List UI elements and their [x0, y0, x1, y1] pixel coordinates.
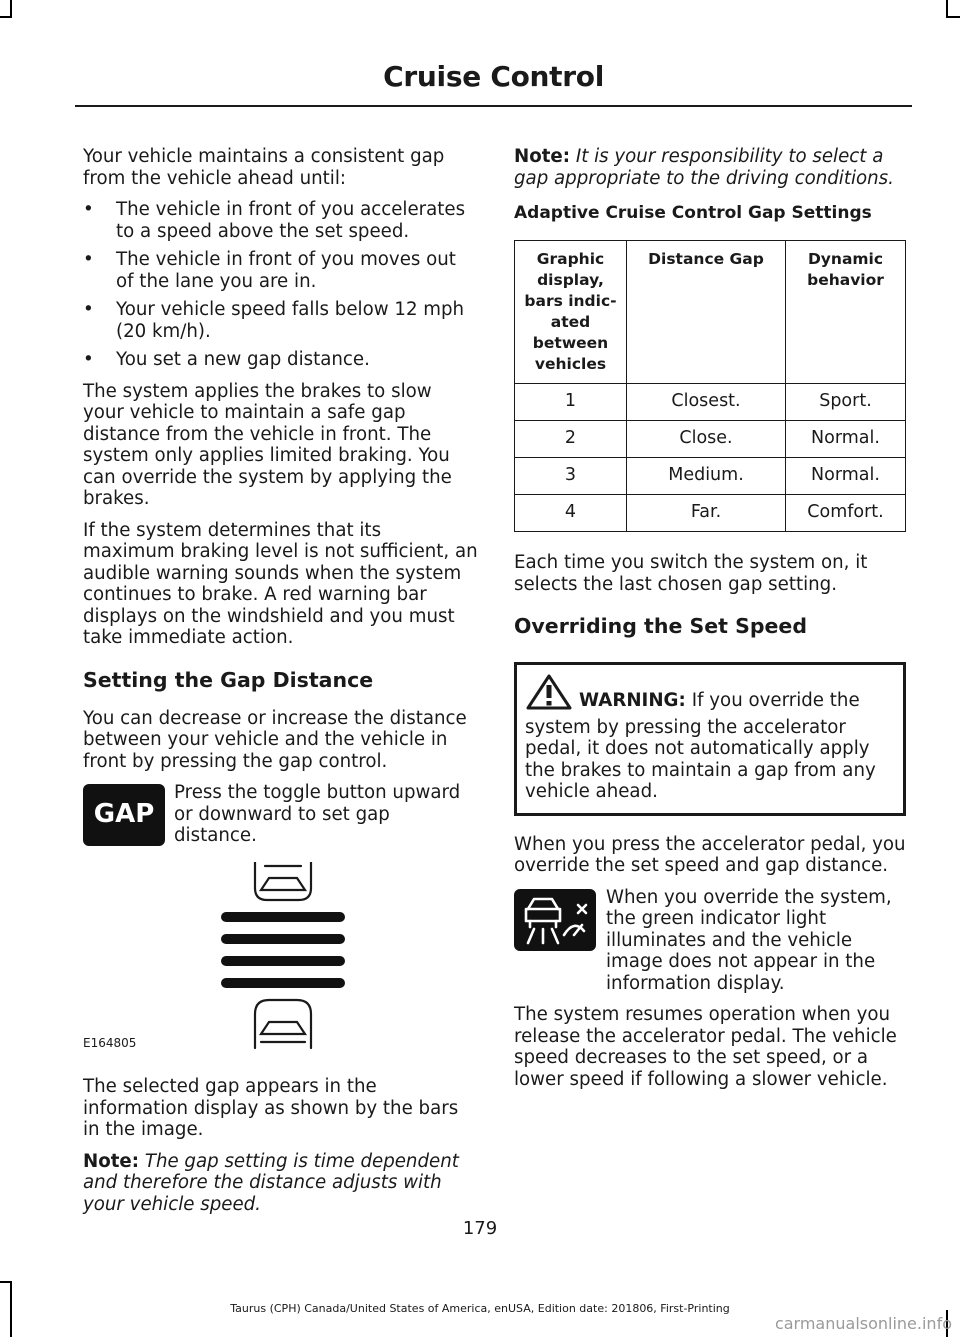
intro-paragraph: Your vehicle maintains a consistent gap from the vehicle ahead until: — [83, 146, 445, 189]
override-paragraph: When you press the accelerator pedal, you override the set speed and gap distance. — [514, 833, 906, 876]
gap-settings-table — [514, 240, 906, 532]
gap-instruction-row — [83, 782, 478, 852]
table-cell: 4 — [515, 495, 627, 532]
warning-header — [525, 673, 860, 711]
column-header-graphic: Graphic display, bars indic-ated between vehicles — [515, 241, 627, 384]
note-label: Note: — [514, 146, 571, 167]
indicator-text: When you override the system, the green indicator light illuminates and the vehicle image does not appear in the information display. — [606, 886, 892, 994]
resume-paragraph: The system resumes operation when you release the accelerator pedal. The vehicle speed decreases to the set speed, or a lower speed if following a slower vehicle. — [514, 1004, 897, 1090]
table-row — [515, 495, 906, 532]
table-cell: Far. — [627, 495, 786, 532]
list-item: • The vehicle in front of you accelerates to a speed above the set speed. — [83, 199, 478, 242]
gap-bar-2 — [221, 934, 345, 944]
warning-triangle-icon — [525, 673, 573, 711]
edition-footer: Taurus (CPH) Canada/United States of America, enUSA, Edition date: 201806, First-Printing — [230, 1302, 730, 1315]
table-title: Adaptive Cruise Control Gap Settings — [514, 203, 872, 223]
table-cell: Sport. — [786, 384, 906, 421]
note-text: The gap setting is time dependent and therefore the distance adjusts with your vehicle speed. — [83, 1150, 459, 1215]
own-vehicle-icon — [255, 1000, 311, 1048]
gap-bar-3 — [221, 956, 345, 966]
note-label: Note: — [83, 1150, 140, 1172]
selected-gap-paragraph: The selected gap appears in the information display as shown by the bars in the image. — [83, 1076, 459, 1140]
table-cell: Comfort. — [786, 495, 906, 532]
page-title: Cruise Control — [383, 60, 604, 93]
page-number: 179 — [462, 1218, 498, 1239]
cruise-indicator-icon — [514, 889, 596, 951]
condition-list — [83, 199, 478, 371]
lead-vehicle-icon — [255, 862, 311, 900]
note-responsibility — [514, 146, 906, 189]
gap-bars-illustration — [221, 862, 345, 1052]
gap-instruction-text: Press the toggle button upward or downward to set gap distance. — [174, 782, 461, 846]
crop-mark — [10, 0, 12, 16]
table-cell: Normal. — [786, 458, 906, 495]
crop-mark — [0, 1281, 12, 1283]
watermark: carmanualsonline.info — [774, 1314, 952, 1333]
warning-text: system by pressing the accelerator pedal, it does not automatically apply the brakes to maintain a gap from any vehicle ahead. — [525, 716, 876, 802]
table-row — [515, 458, 906, 495]
column-header-dynamic: Dynamic behavior — [786, 241, 906, 384]
cruise-override-icon — [514, 889, 596, 951]
table-row — [515, 421, 906, 458]
table-cell: 2 — [515, 421, 627, 458]
list-item: • Your vehicle speed falls below 12 mph (20 km/h). — [83, 299, 478, 342]
figure-label: E164805 — [83, 1035, 137, 1050]
gap-control-paragraph: You can decrease or increase the distance between your vehicle and the vehicle in front by pressing the gap control. — [83, 707, 467, 772]
right-column — [514, 146, 906, 1100]
table-cell: 1 — [515, 384, 627, 421]
table-cell: Medium. — [627, 458, 786, 495]
table-cell: Normal. — [786, 421, 906, 458]
header-divider — [75, 105, 912, 107]
crop-mark — [946, 16, 960, 18]
last-gap-paragraph: Each time you switch the system on, it selects the last chosen gap setting. — [514, 552, 868, 595]
note-text: It is your responsibility to select a gap appropriate to the driving conditions. — [514, 146, 894, 189]
warning-text-start: If you override the — [691, 689, 860, 711]
table-cell: 3 — [515, 458, 627, 495]
crop-mark — [0, 16, 12, 18]
indicator-row — [514, 887, 906, 995]
warning-bar-paragraph: If the system determines that its maximum braking level is not sufficient, an audible warning sounds when the system continues to brake. A red warning bar displays on the windshield and you must take immediate action. — [83, 519, 478, 648]
crop-mark — [946, 0, 948, 16]
section-heading-overriding: Overriding the Set Speed — [514, 614, 808, 638]
braking-paragraph: The system applies the brakes to slow your vehicle to maintain a safe gap distance from the vehicle in front. The system only applies limited braking. You can override the system by applying the brakes. — [83, 380, 452, 509]
table-header-row — [515, 241, 906, 384]
column-header-distance: Distance Gap — [627, 241, 786, 384]
section-heading-gap-distance: Setting the Gap Distance — [83, 667, 374, 692]
left-column — [83, 146, 478, 1225]
table-cell: Close. — [627, 421, 786, 458]
gap-bars-figure — [83, 862, 478, 1058]
gap-button-icon: GAP — [83, 784, 165, 846]
list-item: • You set a new gap distance. — [83, 349, 478, 371]
table-row — [515, 384, 906, 421]
warning-label: WARNING: — [579, 689, 686, 711]
table-cell: Closest. — [627, 384, 786, 421]
warning-box — [514, 662, 906, 816]
gap-bar-4 — [221, 978, 345, 988]
note-time-dependent — [83, 1151, 478, 1216]
gap-bar-1 — [221, 912, 345, 922]
list-item: • The vehicle in front of you moves out of the lane you are in. — [83, 249, 478, 292]
